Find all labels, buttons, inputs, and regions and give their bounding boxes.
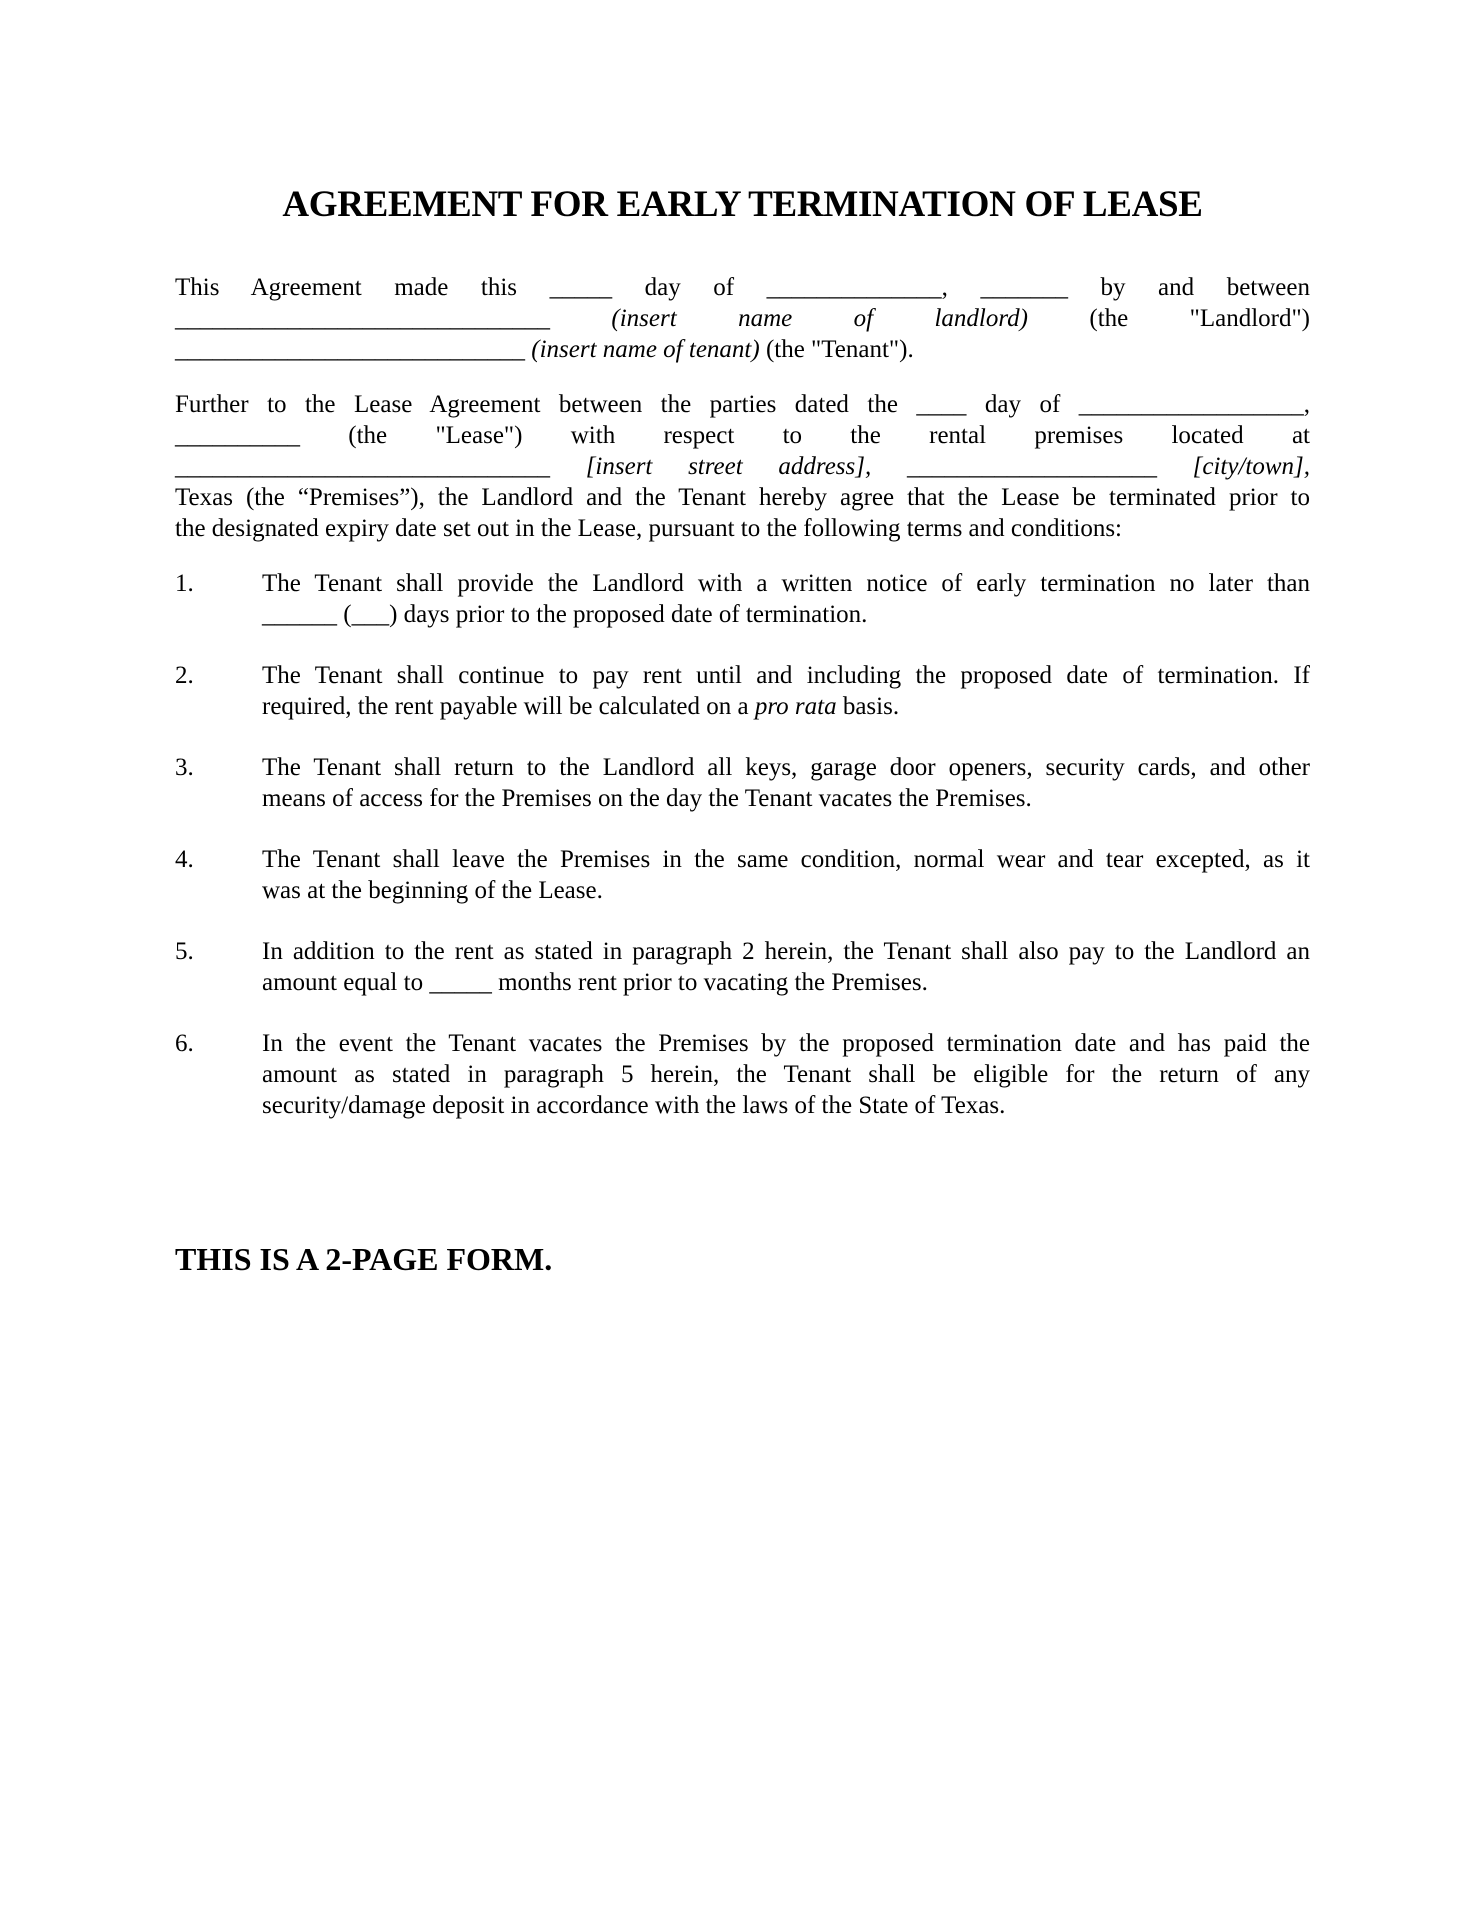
text-line (262, 1028, 1310, 1059)
text-line (262, 967, 1310, 998)
text-run: The Tenant shall return to the Landlord all keys, garage door openers, security cards, and other (262, 754, 1310, 781)
page-count-note: THIS IS A 2-PAGE FORM. (175, 1241, 553, 1277)
text-run: the designated expiry date set out in the Lease, pursuant to the following terms and conditions: (175, 515, 1122, 542)
text-line (175, 513, 1310, 544)
text-run: ____________________________ (175, 336, 532, 363)
italic-text-run: (insert name of landlord) (611, 305, 1028, 332)
text-line (175, 389, 1310, 420)
text-line (262, 691, 1310, 722)
text-run: __________ (the "Lease") with respect to the rental premises located at (175, 422, 1310, 449)
term-text (262, 752, 1310, 814)
text-run: ______________________________ (175, 453, 586, 480)
text-run: amount equal to _____ months rent prior to vacating the Premises. (262, 969, 928, 996)
term-text (262, 844, 1310, 906)
text-line (262, 875, 1310, 906)
text-line (262, 1059, 1310, 1090)
text-line (175, 451, 1310, 482)
text-run: basis. (836, 693, 900, 720)
term-text (262, 568, 1310, 630)
text-run: security/damage deposit in accordance with the laws of the State of Texas. (262, 1092, 1006, 1119)
text-run: This Agreement made this _____ day of ______________, _______ by and between (175, 274, 1310, 301)
term-text (262, 936, 1310, 998)
term-number: 2. (175, 662, 194, 689)
text-run: The Tenant shall continue to pay rent until and including the proposed date of termination. If (262, 662, 1310, 689)
text-line (262, 660, 1310, 691)
text-run: required, the rent payable will be calculated on a (262, 693, 755, 720)
text-line (175, 482, 1310, 513)
text-run: Texas (the “Premises”), the Landlord and the Tenant hereby agree that the Lease be terminated prior to (175, 484, 1310, 511)
text-line (175, 420, 1310, 451)
further-to-lease-paragraph (175, 389, 1310, 544)
term-item (175, 1028, 1310, 1121)
text-line (262, 752, 1310, 783)
opening-paragraph (175, 272, 1310, 365)
terms-list (175, 568, 1310, 1121)
italic-text-run: (insert name of tenant) (531, 336, 760, 363)
italic-text-run: [insert street address], (585, 453, 872, 480)
text-line (262, 936, 1310, 967)
text-run: ______________________________ (175, 305, 612, 332)
term-number: 4. (175, 846, 194, 873)
term-item (175, 844, 1310, 906)
text-line (262, 844, 1310, 875)
intro-paragraphs (175, 272, 1310, 544)
text-run: ______ (___) days prior to the proposed date of termination. (262, 601, 868, 628)
text-run: (the "Tenant"). (759, 336, 914, 363)
term-number: 1. (175, 570, 194, 597)
term-number: 6. (175, 1030, 194, 1057)
term-number: 5. (175, 938, 194, 965)
document-title: AGREEMENT FOR EARLY TERMINATION OF LEASE (282, 184, 1203, 225)
text-run: ____________________ (871, 453, 1193, 480)
italic-text-run: pro rata (754, 693, 837, 720)
text-run: The Tenant shall provide the Landlord with a written notice of early termination no later than (262, 570, 1310, 597)
text-run: (the "Landlord") (1027, 305, 1311, 332)
text-line (262, 1090, 1310, 1121)
term-item (175, 752, 1310, 814)
text-line (262, 599, 1310, 630)
text-run: The Tenant shall leave the Premises in the same condition, normal wear and tear excepted, as it (262, 846, 1310, 873)
text-line (262, 568, 1310, 599)
term-item (175, 568, 1310, 630)
text-line (175, 272, 1310, 303)
text-run: In the event the Tenant vacates the Premises by the proposed termination date and has paid the (262, 1030, 1310, 1057)
text-run: Further to the Lease Agreement between the parties dated the ____ day of __________________, (175, 391, 1310, 418)
text-run: means of access for the Premises on the day the Tenant vacates the Premises. (262, 785, 1032, 812)
text-run: In addition to the rent as stated in paragraph 2 herein, the Tenant shall also pay to the Landlord an (262, 938, 1310, 965)
text-run: amount as stated in paragraph 5 herein, the Tenant shall be eligible for the return of any (262, 1061, 1310, 1088)
text-line (175, 334, 1310, 365)
document-content (175, 0, 1310, 1280)
term-text (262, 1028, 1310, 1121)
term-item (175, 936, 1310, 998)
text-line (262, 783, 1310, 814)
term-text (262, 660, 1310, 722)
term-item (175, 660, 1310, 722)
italic-text-run: [city/town], (1192, 453, 1310, 480)
text-run: was at the beginning of the Lease. (262, 877, 603, 904)
text-line (175, 303, 1310, 334)
term-number: 3. (175, 754, 194, 781)
